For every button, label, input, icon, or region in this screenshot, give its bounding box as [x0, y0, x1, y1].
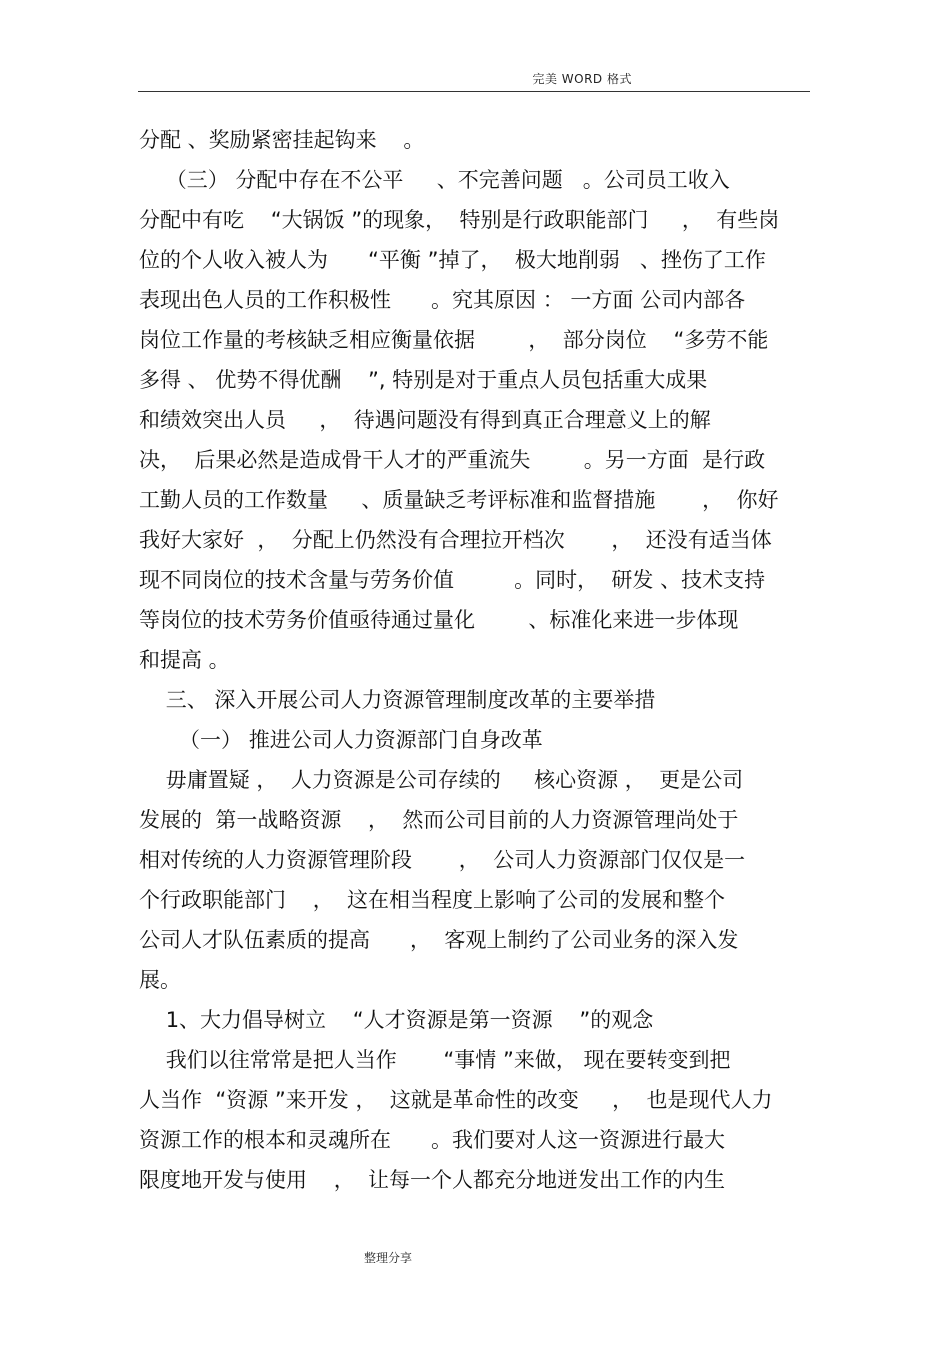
document-body [139, 120, 811, 1200]
text-line: 个行政职能部门 ， 这在相当程度上影响了公司的发展和整个 [139, 888, 726, 912]
text-line: 岗位工作量的考核缺乏相应衡量依据 ， 部分岗位 “多劳不能 [139, 328, 769, 352]
text-line: 我好大家好 ， 分配上仍然没有合理拉开档次 ， 还没有适当体 [139, 528, 772, 552]
subsection-heading: （一） 推进公司人力资源部门自身改革 [139, 728, 543, 752]
text-line: 发展的 第一战略资源 ， 然而公司目前的人力资源管理尚处于 [139, 808, 739, 832]
text-line: 展。 [139, 968, 181, 992]
text-line: 相对传统的人力资源管理阶段 ， 公司人力资源部门仅仅是一 [139, 848, 746, 872]
text-line: 和提高 。 [139, 648, 230, 672]
text-line: 表现出色人员的工作积极性 。究其原因 ： 一方面 公司内部各 [139, 288, 746, 312]
text-line: 决， 后果必然是造成骨干人才的严重流失 。另一方面 是行政 [139, 448, 766, 472]
text-line: 人当作 “资源 ”来开发 ， 这就是革命性的改变 ， 也是现代人力 [139, 1088, 773, 1112]
text-line: 公司人才队伍素质的提高 ， 客观上制约了公司业务的深入发 [139, 928, 739, 952]
text-line: 我们以往常常是把人当作 “事情 ”来做， 现在要转变到把 [139, 1048, 731, 1072]
text-line: 毋庸置疑 ， 人力资源是公司存续的 核心资源 ， 更是公司 [139, 768, 744, 792]
text-line: 工勤人员的工作数量 、质量缺乏考评标准和监督措施 ， 你好 [139, 488, 779, 512]
page-header: 完美 WORD 格式 [532, 72, 632, 86]
text-line: 现不同岗位的技术含量与劳务价值 。同时， 研发 、技术支持 [139, 568, 766, 592]
text-line: 限度地开发与使用 ， 让每一个人都充分地迸发出工作的内生 [139, 1168, 726, 1192]
header-rule [138, 91, 810, 92]
text-line: 多得 、 优势不得优酬 ”, 特别是对于重点人员包括重大成果 [139, 368, 708, 392]
text-line: 分配 、奖励紧密挂起钩来 。 [139, 128, 425, 152]
section-heading: 三、 深入开展公司人力资源管理制度改革的主要举措 [139, 688, 656, 712]
page-footer: 整理分享 [364, 1251, 413, 1265]
text-line: （三） 分配中存在不公平 、不完善问题 。公司员工收入 [139, 168, 730, 192]
text-line: 和绩效突出人员 ， 待遇问题没有得到真正合理意义上的解 [139, 408, 711, 432]
text-line: 资源工作的根本和灵魂所在 。我们要对人这一资源进行最大 [139, 1128, 726, 1152]
text-line: 等岗位的技术劳务价值亟待通过量化 、标准化来进一步体现 [139, 608, 739, 632]
text-line: 位的个人收入被人为 “平衡 ”掉了， 极大地削弱 、挫伤了工作 [139, 248, 766, 272]
text-line: 分配中有吃 “大锅饭 ”的现象， 特别是行政职能部门 ， 有些岗 [139, 208, 780, 232]
item-heading: 1、大力倡导树立 “人才资源是第一资源 ”的观念 [139, 1008, 654, 1032]
